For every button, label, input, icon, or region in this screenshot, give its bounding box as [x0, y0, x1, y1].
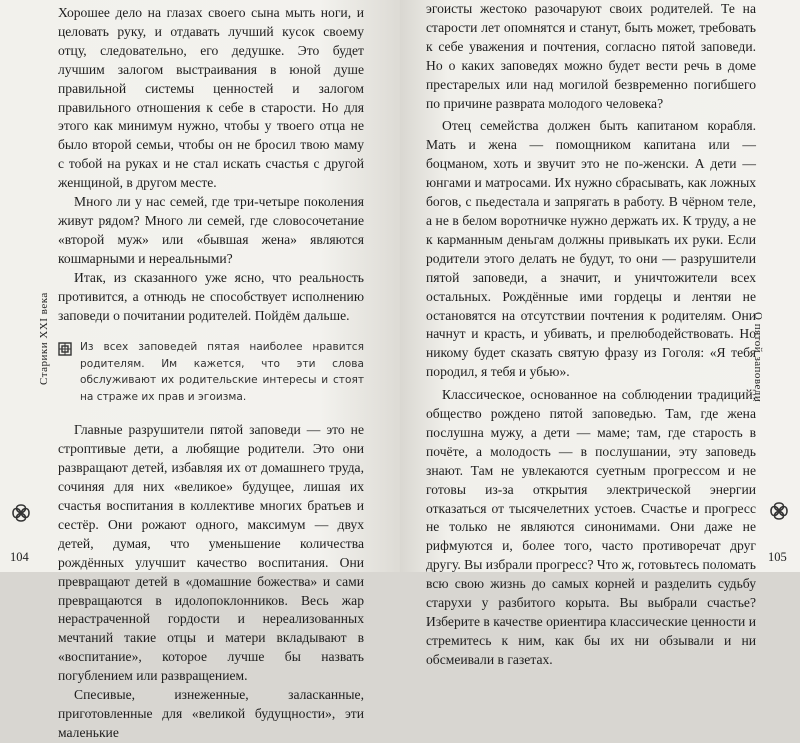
left-paragraph-3: Итак, из сказанного уже ясно, что реальность противится, а отнюдь не способствует исполнению заповеди о почитании родителей. Пойдём дальше.: [58, 269, 364, 323]
left-page: [0, 0, 400, 740]
right-paragraph-2: Отец семейства должен быть капитаном корабля. Мать и жена — помощником капитана или — боцманом, хоть и звучит это не по-женски. А дети — юнгами и матросами. Их нужно сбрасывать, как ложных богов, с пьедестала и запрягать в работу. В чёрном теле, а не в белом воротничке нужно держать их. К труду, а не к карманным деньгам должны привыкать их руки. Если родители этого делать не будут, то они — разрушители пятой заповеди, а значит, и уничтожители всех остальных. Рождённые ими гордецы и лентяи не остановятся на отсутствии почтения к родителям. Они начнут и красть, и убивать, и прелюбодействовать. Но никому будет сказать святую фразу из Гоголя: «Я тебя породил, я тебя и убью».: [426, 118, 756, 380]
pull-quote: [58, 339, 364, 405]
left-paragraph-1: Хорошее дело на глазах своего сына мыть ноги, и целовать руку, и отдавать лучший кусок своему отцу, следовательно, его дедушке. Это будет лучшим залогом выстраивания в юной душе правильной системы ценностей и залогом правильного отношения к себе в старости. Но для этого как минимум нужно, чтобы у твоего отца не было второй семьи, чтобы он не бросил твою маму с тобой на руках и не стал искать счастья с другой женщиной, в другом месте.: [58, 5, 364, 191]
left-paragraph-4: Главные разрушители пятой заповеди — это не строптивые дети, а любящие родители. Это они развращают детей, избавляя их от домашнего труда, сочиняя для них «великое» будущее, лишая их счастья воспитания в коллективе многих братьев и сестёр. Они рожают одного, максимум — двух детей, думая, что уменьшение количества рождённых улучшит качество воспитания. Они превращают детей в «домашние божества» и сами превращаются в идолопоклонников. Весь жар нерастраченной гордости и нереализованных мечтаний такие отцы и матери вкладывают в «воспитание», которое лучше бы назвать погублением или развращением.: [58, 422, 364, 684]
left-page-number: 104: [10, 550, 29, 564]
knot-ornament-icon: [768, 500, 790, 522]
left-running-head: Старики XXI века: [38, 292, 50, 385]
left-page-body: [58, 4, 364, 743]
right-paragraph-1: эгоисты жестоко разочаруют своих родителей. Те на старости лет опомнятся и станут, быть может, требовать к себе уважения и почтения, согласно пятой заповеди. Но о каких заповедях можно будет вести речь в доме престарелых или над могилой безвременно погибшего по причине разврата молодого человека?: [426, 1, 756, 111]
right-page-body: [426, 0, 756, 670]
right-page: [400, 0, 800, 667]
right-page-number: 105: [768, 550, 787, 564]
knot-ornament-icon: [10, 502, 32, 524]
right-paragraph-3: Классическое, основанное на соблюдении традиций, общество рождено пятой заповедью. Там, где жена послушна мужу, а дети — маме; там, где старость в почёте, а молодость — в послушании, эту заповедь знают. Там не увлекаются суетным прогрессом и не готовы из-за открытия электрической энергии отказаться от тысячелетних устоев. Счастье и прогресс не только не являются синонимами. Они даже не рифмуются и, более того, часто противоречат друг другу. Вы избрали прогресс? Что ж, готовьтесь поломать всю свою жизнь до самых корней и разделить судьбу старухи у разбитого корыта. Вы выбрали счастье? Изберите в качестве ориентира классические ценности и стремитесь к ним, как бы их ни обзывали и ни обсмеивали в газетах.: [426, 387, 756, 667]
left-paragraph-2: Много ли у нас семей, где три-четыре поколения живут рядом? Много ли семей, где словосочетание «второй муж» или «бывшая жена» являются кошмарными и нереальными?: [58, 194, 364, 266]
right-running-head: О пятой заповеди: [752, 312, 764, 403]
left-paragraph-5: Спесивые, изнеженные, заласканные, приготовленные для «великой будущности», эти маленькие: [58, 687, 364, 740]
pull-quote-text: Из всех заповедей пятая наиболее нравится родителям. Им кажется, что эти слова обслуживают их родительские интересы и стоят на страже их прав и эгоизма.: [80, 341, 364, 403]
celtic-knot-icon: [58, 342, 72, 356]
